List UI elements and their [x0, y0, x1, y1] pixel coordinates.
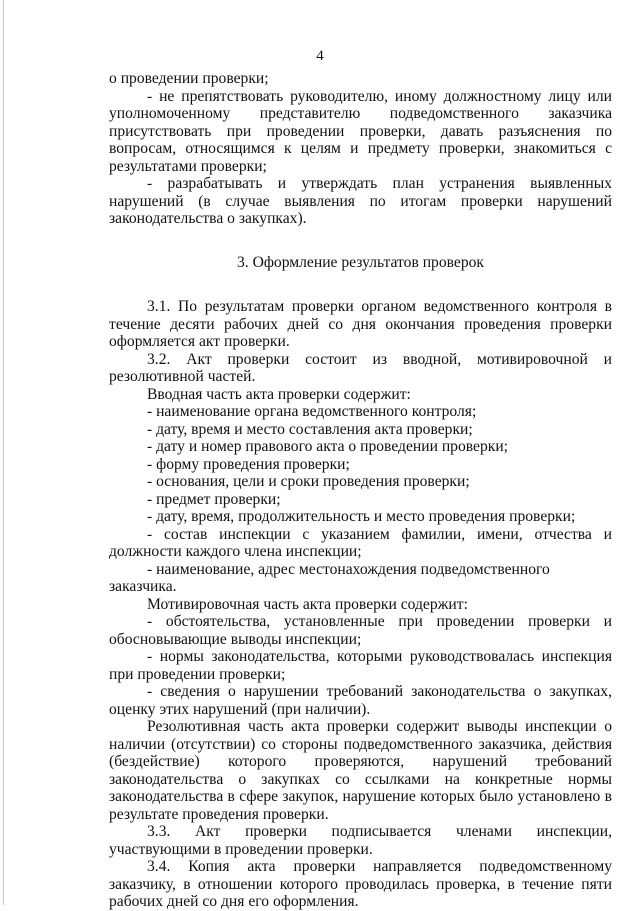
- list-item: - наименование, адрес местонахождения подведомственного заказчика.: [109, 560, 550, 595]
- paragraph: 3.1. По результатам проверки органом ведомственного контроля в течение десяти рабочих дней со дня окончания проведения проверки оформляется акт проверки.: [109, 298, 612, 350]
- paragraph: 3.2. Акт проверки состоит из вводной, мотивировочной и резолютивной частей.: [109, 350, 612, 385]
- paragraph: - не препятствовать руководителю, иному должностному лицу или уполномоченному представителю подведомственного заказчика присутствовать при проведении проверки, давать разъяснения по вопросам, относящимся к целям и предмету проверки, знакомиться с результатами проверки;: [109, 87, 612, 175]
- paragraph: 3.3. Акт проверки подписывается членами инспекции, участвующими в проведении проверки.: [109, 823, 612, 858]
- paragraph: Мотивировочная часть акта проверки содержит:: [147, 595, 468, 613]
- paragraph: о проведении проверки;: [109, 70, 269, 87]
- list-item: - нормы законодательства, которыми руководствовалась инспекция при проведении проверки;: [109, 648, 612, 683]
- list-item: - дату, время, продолжительность и место проведения проверки;: [147, 508, 576, 525]
- list-item: - основания, цели и сроки проведения проверки;: [147, 473, 470, 490]
- paragraph: Резолютивная часть акта проверки содержит выводы инспекции о наличии (отсутствии) со стороны подведомственного заказчика, действия (бездействие) которого проверяются, нарушений требований законодательства о закупках со ссылками на конкретные нормы законодательства в сфере закупок, нарушение которых было установлено в результате проведения проверки.: [109, 718, 612, 823]
- scan-edge-line: [3, 0, 4, 905]
- list-item: - предмет проверки;: [147, 490, 281, 508]
- list-item: - наименование органа ведомственного контроля;: [147, 403, 477, 420]
- list-item: - сведения о нарушении требований законодательства о закупках, оценку этих нарушений (при наличии).: [109, 683, 612, 718]
- list-item: - форму проведения проверки;: [147, 455, 350, 473]
- document-body: [109, 70, 612, 911]
- section-heading: 3. Оформление результатов проверок: [236, 253, 485, 271]
- paragraph: 3.4. Копия акта проверки направляется подведомственному заказчику, в отношении которого проводилась проверка, в течение пяти рабочих дней со дня его оформления.: [109, 858, 612, 910]
- list-item: - обстоятельства, установленные при проведении проверки и обосновывающие выводы инспекции;: [109, 613, 612, 648]
- page-number: 4: [316, 48, 324, 64]
- list-item: - дату и номер правового акта о проведении проверки;: [147, 438, 509, 455]
- paragraph: Вводная часть акта проверки содержит:: [147, 385, 411, 403]
- list-item: - дату, время и место составления акта проверки;: [147, 420, 473, 438]
- paragraph: - разрабатывать и утверждать план устранения выявленных нарушений (в случае выявления по итогам проверки нарушений законодательства о закупках).: [109, 175, 612, 227]
- list-item: - состав инспекции с указанием фамилии, имени, отчества и должности каждого члена инспекции;: [109, 525, 612, 560]
